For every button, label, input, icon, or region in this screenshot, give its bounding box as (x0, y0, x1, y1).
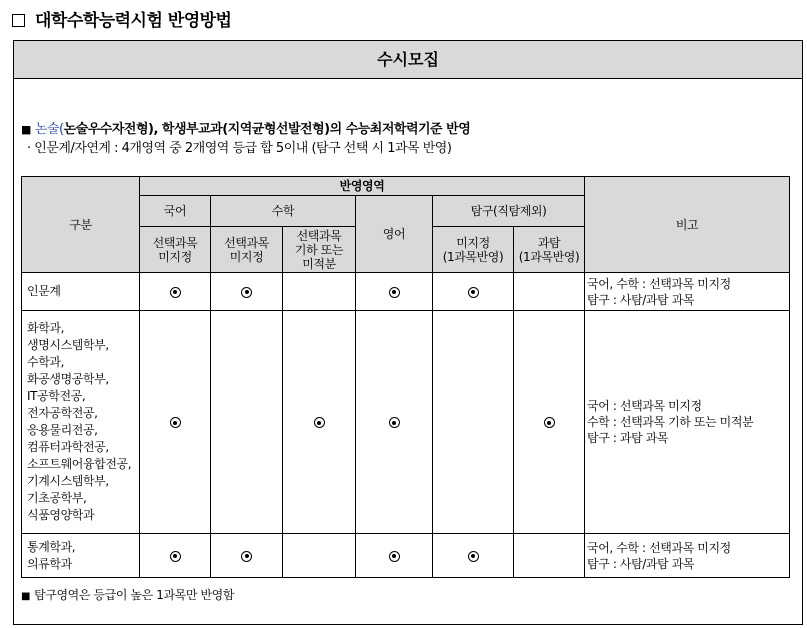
criteria-heading (21, 118, 470, 137)
footnote (21, 586, 234, 603)
row-group: 통계학과, 의류학과 (22, 534, 140, 578)
row-group: 인문계 (22, 273, 140, 311)
radio-check-icon (389, 287, 400, 298)
radio-check-icon (468, 551, 479, 562)
header-category: 구분 (22, 177, 140, 273)
header-math: 수학 (211, 196, 356, 227)
header-inquiry-sub1: 미지정 (1과목반영) (433, 227, 514, 273)
table-row (22, 534, 790, 578)
header-english: 영어 (356, 196, 433, 273)
row-remark: 국어, 수학 : 선택과목 미지정 탐구 : 사탐/과탐 과목 (585, 273, 790, 311)
content-frame (13, 40, 803, 625)
criteria-heading-rest: 학생부교과(지역균형선발전형)의 수능최저학력기준 반영 (157, 122, 471, 137)
footnote-text: 탐구영역은 등급이 높은 1과목만 반영함 (34, 588, 235, 602)
banner: 수시모집 (14, 41, 802, 79)
radio-check-icon (170, 417, 181, 428)
checkbox-square-icon (12, 14, 25, 27)
page-title-text: 대학수학능력시험 반영방법 (35, 11, 232, 31)
header-reflect-area: 반영영역 (140, 177, 585, 196)
header-inquiry-sub2: 과탐 (1과목반영) (514, 227, 585, 273)
radio-check-icon (314, 417, 325, 428)
radio-check-icon (389, 551, 400, 562)
table-row (22, 273, 790, 311)
radio-check-icon (468, 287, 479, 298)
header-remark: 비고 (585, 177, 790, 273)
header-korean: 국어 (140, 196, 211, 227)
radio-check-icon (389, 417, 400, 428)
square-bullet-icon: ■ (21, 591, 31, 602)
radio-check-icon (170, 551, 181, 562)
page-title (12, 6, 231, 31)
radio-check-icon (241, 287, 252, 298)
radio-check-icon (241, 551, 252, 562)
radio-check-icon (544, 417, 555, 428)
square-bullet-icon: ■ (21, 123, 31, 136)
row-remark: 국어, 수학 : 선택과목 미지정 탐구 : 사탐/과탐 과목 (585, 534, 790, 578)
table-row (22, 311, 790, 534)
criteria-heading-blue: 논술( (34, 122, 64, 137)
criteria-detail: · 인문계/자연계 : 4개영역 중 2개영역 등급 합 5이내 (탐구 선택 시 1과목 반영) (27, 141, 452, 156)
radio-check-icon (170, 287, 181, 298)
header-math-sub2: 선택과목 기하 또는 미적분 (283, 227, 356, 273)
header-korean-sub: 선택과목 미지정 (140, 227, 211, 273)
reflection-table (21, 176, 790, 578)
row-group: 화학과, 생명시스템학부, 수학과, 화공생명공학부, IT공학전공, 전자공학전공, 응용물리전공, 컴퓨터과학전공, 소프트웨어융합전공, 기계시스템학부, 기초공학부, 식품영양학과 (22, 311, 140, 534)
header-math-sub1: 선택과목 미지정 (211, 227, 283, 273)
criteria-heading-bold: 논술우수자전형), (63, 122, 158, 137)
row-remark: 국어 : 선택과목 미지정 수학 : 선택과목 기하 또는 미적분 탐구 : 과탐 과목 (585, 311, 790, 534)
header-inquiry: 탐구(직탐제외) (433, 196, 585, 227)
